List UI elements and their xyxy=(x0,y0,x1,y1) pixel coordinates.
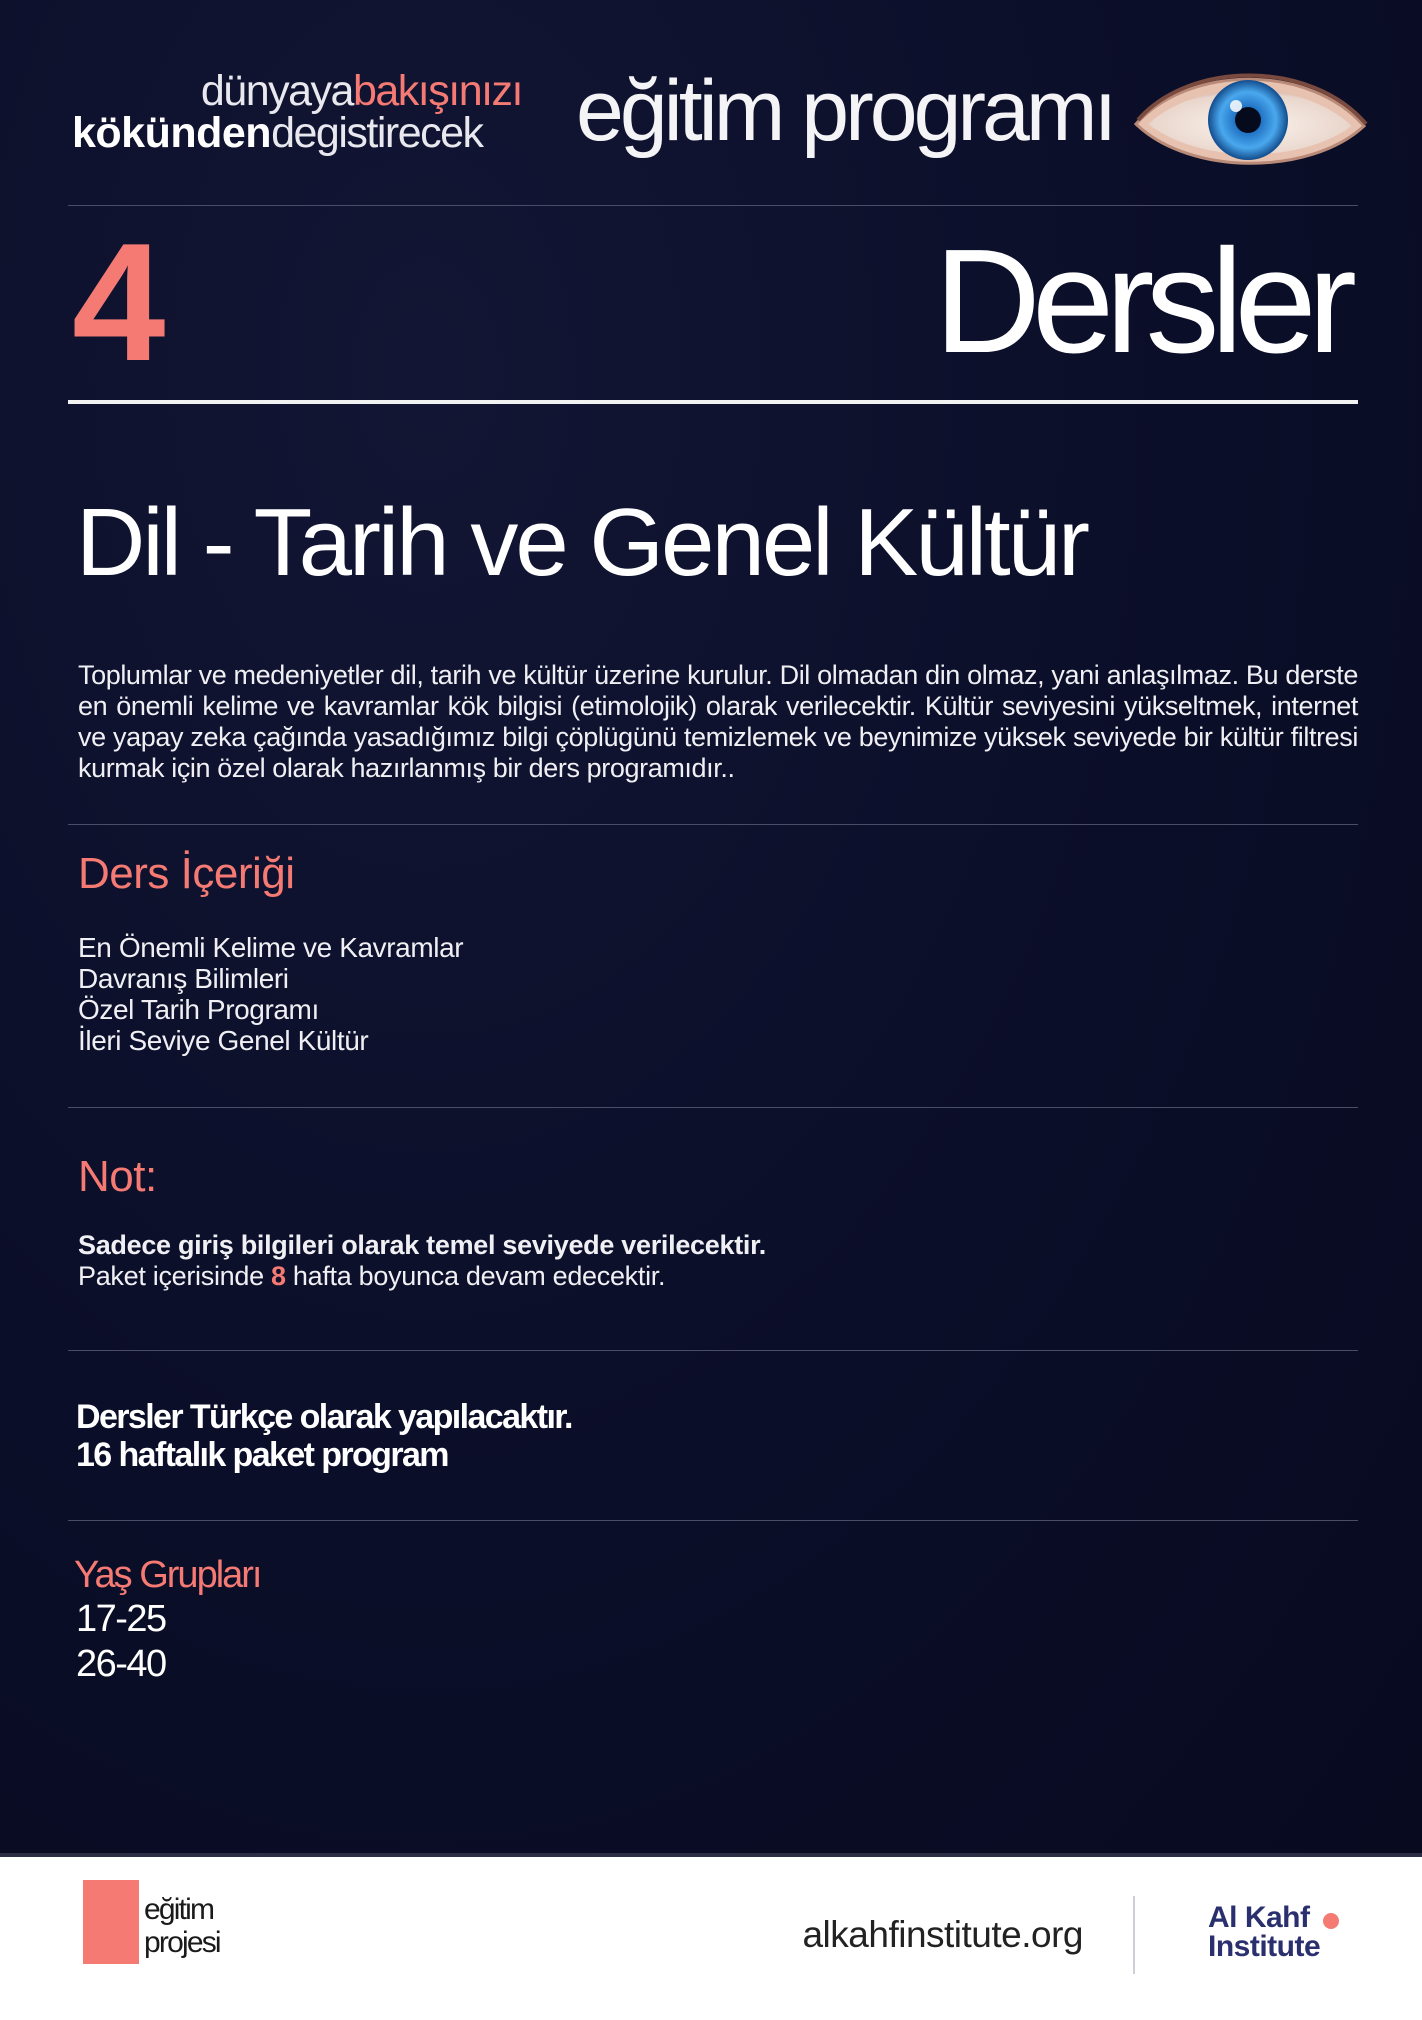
note-line-2 xyxy=(78,1261,766,1292)
content-divider xyxy=(68,1107,1358,1108)
description-divider xyxy=(68,824,1358,825)
note-body xyxy=(78,1230,766,1292)
tagline-word-bakisinizi: bakışınızı xyxy=(352,67,522,115)
list-item: İleri Seviye Genel Kültür xyxy=(78,1025,369,1056)
tagline-line-2 xyxy=(72,109,483,157)
eye-icon xyxy=(1130,58,1370,178)
tagline-line-1 xyxy=(200,67,522,115)
course-description: Toplumlar ve medeniyetler dil, tarih ve kültür üzerine kurulur. Dil olmadan din olmaz, yani anlaşılmaz. Bu derste en önemli kelime ve kavramlar kök bilgisi (etimolojik) olarak verilecektir. Kültür seviyesini yükseltmek, internet ve yapay zeka çağında yasadığımız bilgi çöplügünü temizlemek ve beynimize yüksek seviyede bir kültür filtresi kurmak için özel olarak hazırlanmış bir ders programıdır.. xyxy=(78,660,1358,783)
list-item: Özel Tarih Programı xyxy=(78,994,319,1025)
note-line-2-end: hafta boyunca devam edecektir. xyxy=(292,1261,666,1291)
language-divider xyxy=(68,1520,1358,1521)
age-group: 26-40 xyxy=(76,1643,166,1685)
note-line-1: Sadece giriş bilgileri olarak temel seviyede verilecektir. xyxy=(78,1230,767,1260)
note-line-2-start: Paket içerisinde xyxy=(78,1261,264,1291)
age-group: 17-25 xyxy=(76,1598,166,1640)
institute-logo xyxy=(1208,1903,1320,1961)
age-groups-heading: Yaş Grupları xyxy=(74,1554,261,1596)
tagline-word-degistirecek: degistirecek xyxy=(271,109,483,157)
week-count: 8 xyxy=(271,1261,286,1291)
program-title: eğitim programı xyxy=(576,63,1114,159)
note-divider xyxy=(68,1350,1358,1351)
language-info xyxy=(76,1398,572,1474)
header-divider xyxy=(68,205,1358,206)
logo-dot-icon xyxy=(1323,1913,1339,1929)
tagline-word-kokunden: kökünden xyxy=(72,109,272,157)
website-link[interactable]: alkahfinstitute.org xyxy=(802,1914,1083,1955)
lessons-label: Dersler xyxy=(934,219,1348,384)
project-logo-text xyxy=(144,1893,220,1959)
lesson-number: 4 xyxy=(72,208,166,396)
hero-divider xyxy=(68,400,1358,404)
institute-logo-line-1: Al Kahf xyxy=(1208,1901,1310,1934)
list-item: Davranış Bilimleri xyxy=(78,963,289,994)
project-logo-line-1: eğitim xyxy=(144,1893,214,1926)
footer-divider xyxy=(1133,1896,1135,1974)
note-heading: Not: xyxy=(78,1152,157,1201)
list-item: En Önemli Kelime ve Kavramlar xyxy=(78,932,464,963)
tagline-word-dunyaya: dünyaya xyxy=(200,67,353,115)
institute-logo-line-2: Institute xyxy=(1208,1930,1321,1963)
project-logo-line-2: projesi xyxy=(144,1926,220,1959)
course-title: Dil - Tarih ve Genel Kültür xyxy=(76,489,1087,596)
language-line: Dersler Türkçe olarak yapılacaktır. xyxy=(76,1398,572,1436)
content-list xyxy=(78,932,463,1056)
program-length-line: 16 haftalık paket program xyxy=(76,1436,448,1474)
project-logo-square xyxy=(83,1880,139,1964)
content-heading: Ders İçeriği xyxy=(78,849,295,898)
